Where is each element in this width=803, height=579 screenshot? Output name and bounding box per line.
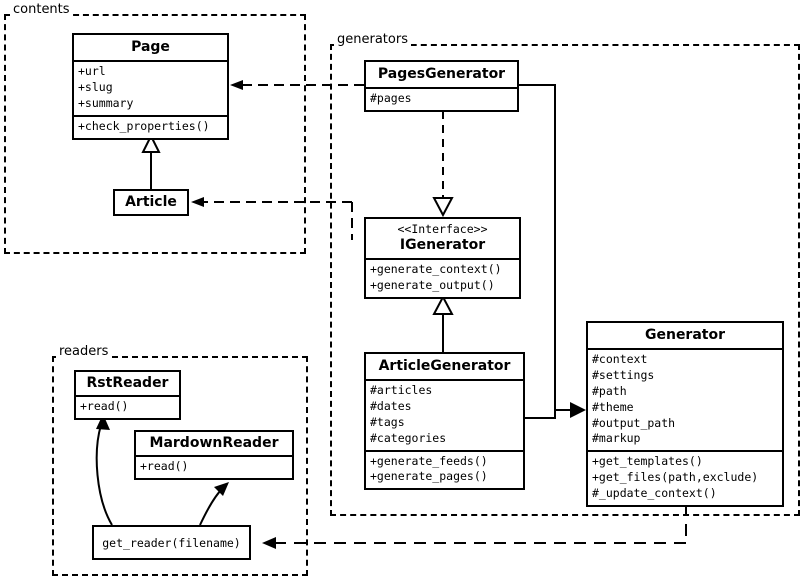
class-igenerator-title <box>366 219 519 258</box>
class-pages-generator-attributes <box>366 89 517 110</box>
method-row: +generate_pages() <box>370 469 488 484</box>
class-igenerator-methods <box>366 260 519 297</box>
attribute-row: +slug <box>78 79 113 94</box>
class-pages-generator-title: PagesGenerator <box>377 66 506 82</box>
attribute-row: #pages <box>370 91 412 106</box>
class-rst-reader[interactable] <box>74 370 181 420</box>
method-row: +read() <box>80 399 129 414</box>
class-page-attributes <box>74 62 227 115</box>
attribute-row: #dates <box>370 398 412 413</box>
method-row: +get_templates() <box>592 454 703 469</box>
function-get-reader-label: get_reader(filename) <box>102 535 241 550</box>
class-mardown-reader-methods <box>136 457 292 478</box>
class-page-title: Page <box>131 39 170 55</box>
attribute-row: +summary <box>78 95 134 110</box>
class-article-generator[interactable] <box>364 352 525 490</box>
class-mardown-reader-title: MardownReader <box>149 435 279 451</box>
package-generators-label: generators <box>334 32 411 47</box>
method-row: +generate_feeds() <box>370 453 488 468</box>
attribute-row: #path <box>592 383 627 398</box>
package-contents-label: contents <box>10 2 73 17</box>
class-article-generator-attributes <box>366 381 523 449</box>
method-row: +generate_context() <box>370 262 502 277</box>
attribute-row: #markup <box>592 431 641 446</box>
class-generator-methods <box>588 452 782 505</box>
attribute-row: +url <box>78 64 106 79</box>
function-get-reader[interactable] <box>92 525 251 560</box>
package-readers-label: readers <box>56 344 111 359</box>
method-row: #_update_context() <box>592 485 717 500</box>
attribute-row: #settings <box>592 367 655 382</box>
class-article-title: Article <box>125 194 177 210</box>
class-igenerator[interactable] <box>364 217 521 299</box>
method-row: +check_properties() <box>78 118 210 133</box>
class-generator-title: Generator <box>644 327 725 343</box>
class-igenerator-stereotype: <<Interface>> <box>397 222 488 236</box>
class-pages-generator[interactable] <box>364 60 519 112</box>
class-article-generator-methods <box>366 452 523 489</box>
method-row: +read() <box>140 459 189 474</box>
class-generator-attributes <box>588 350 782 450</box>
class-article-generator-title: ArticleGenerator <box>378 358 511 374</box>
attribute-row: #context <box>592 352 648 367</box>
attribute-row: #tags <box>370 414 405 429</box>
attribute-row: #categories <box>370 430 447 445</box>
class-page-methods <box>74 117 227 138</box>
class-rst-reader-methods <box>76 397 179 418</box>
class-generator[interactable] <box>586 321 784 507</box>
method-row: +generate_output() <box>370 277 495 292</box>
class-article[interactable] <box>113 189 189 216</box>
attribute-row: #articles <box>370 383 433 398</box>
attribute-row: #theme <box>592 399 634 414</box>
class-page[interactable] <box>72 33 229 140</box>
method-row: +get_files(path,exclude) <box>592 470 759 485</box>
attribute-row: #output_path <box>592 415 676 430</box>
class-rst-reader-title: RstReader <box>86 375 169 391</box>
class-igenerator-name: IGenerator <box>399 236 486 253</box>
class-mardown-reader[interactable] <box>134 430 294 480</box>
